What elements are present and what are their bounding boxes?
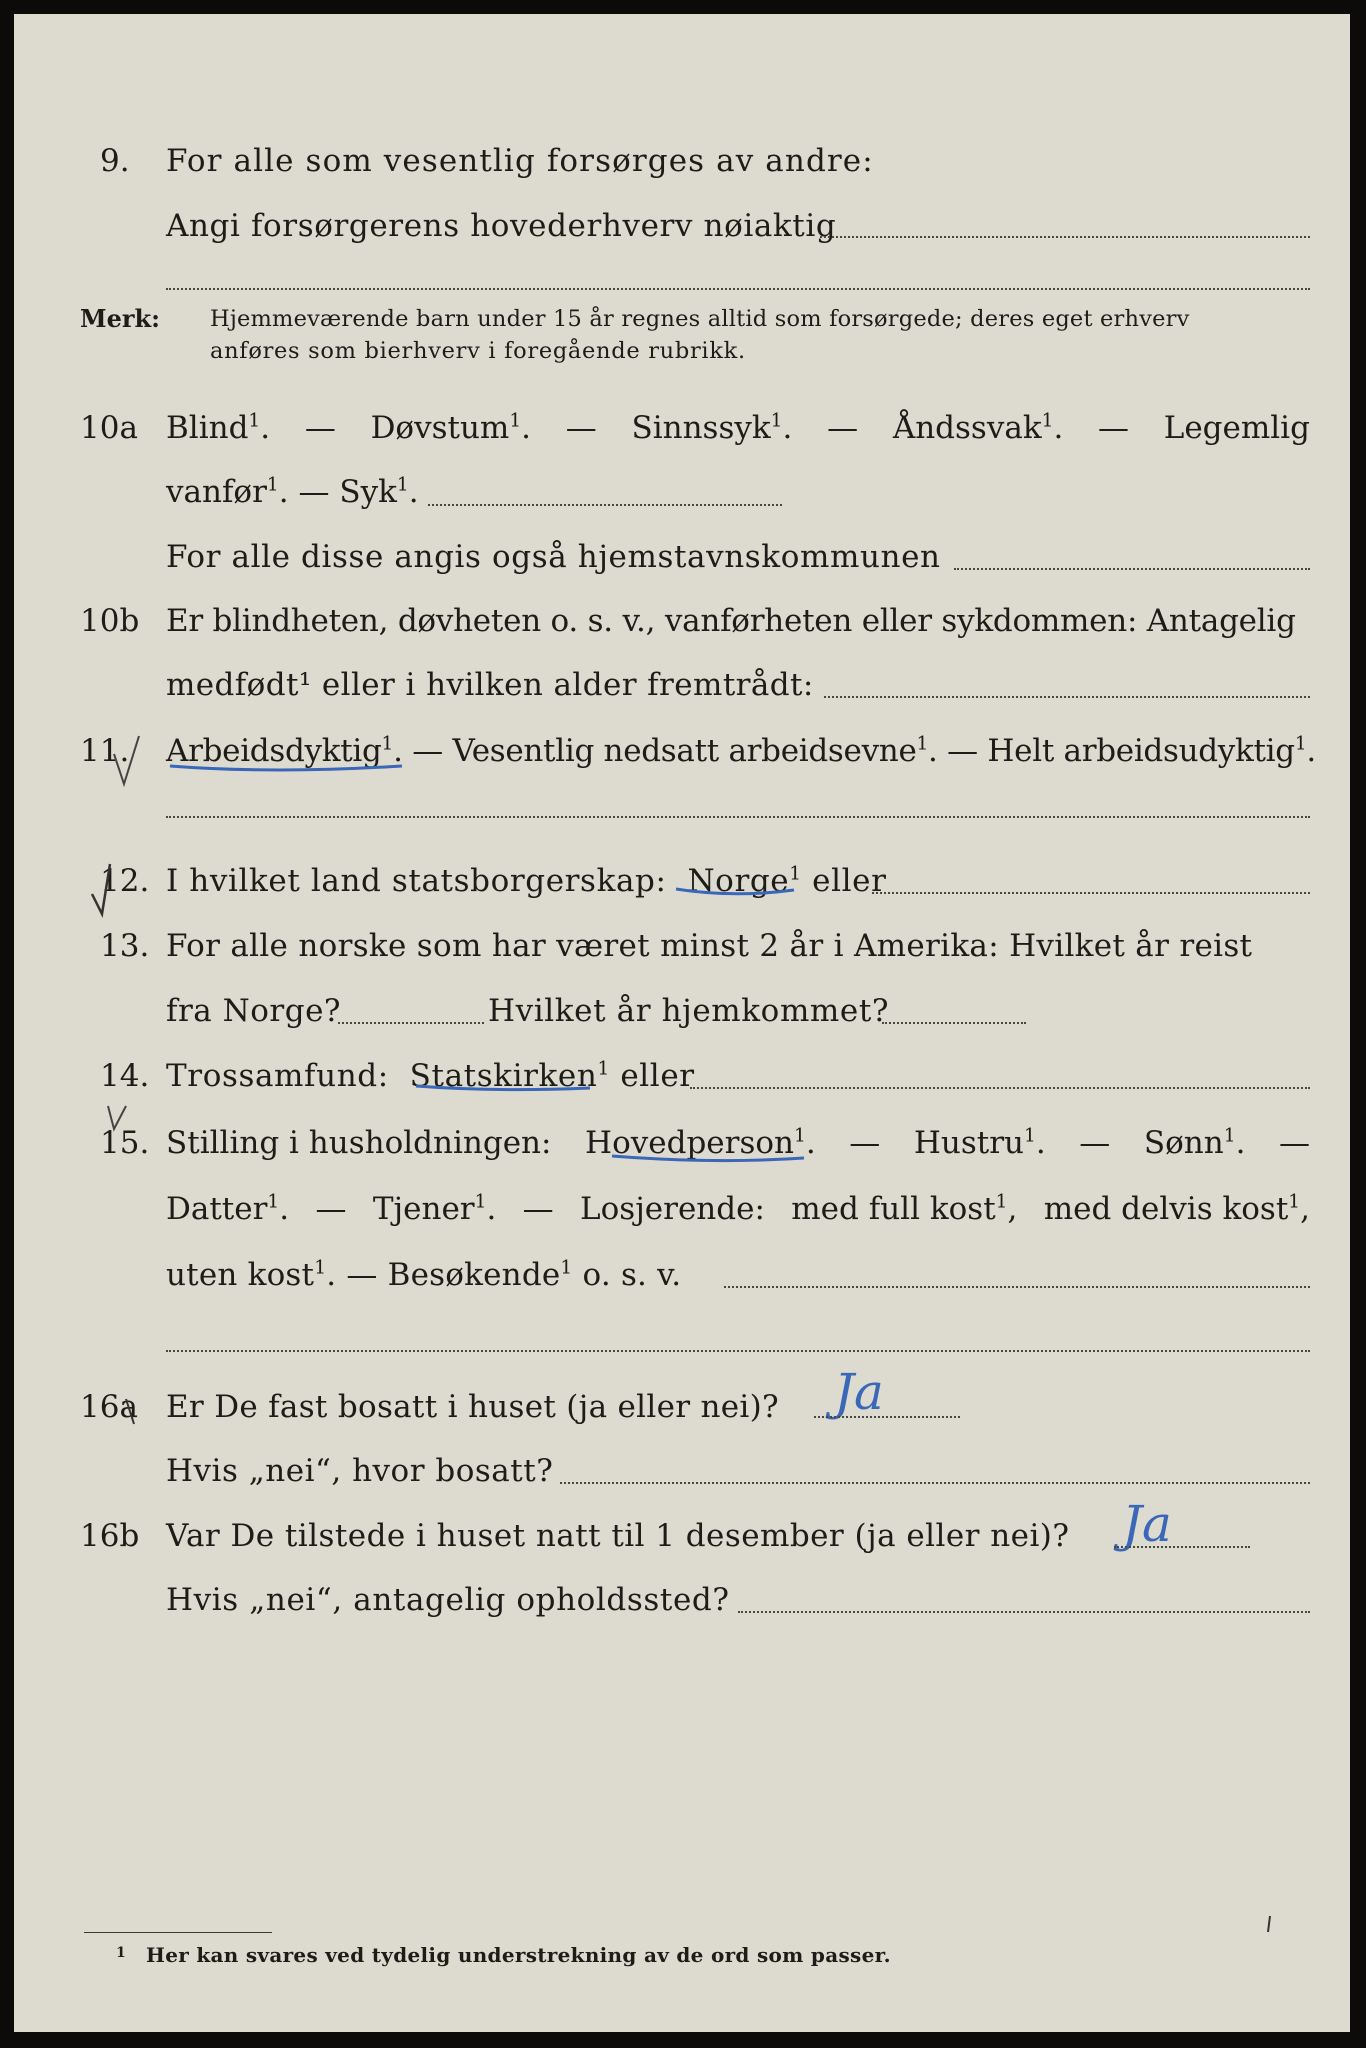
q15-number: 15.: [100, 1125, 150, 1161]
q15-dash: —: [522, 1191, 554, 1227]
q11-nedsatt[interactable]: Vesentlig nedsatt arbeidsevne$^1$: [452, 733, 929, 769]
q12-eller: eller: [812, 863, 887, 899]
q11-dash: —: [947, 733, 978, 769]
q14-text: Trossamfund:: [166, 1058, 389, 1094]
stray-mark: [1268, 1916, 1270, 1932]
q15-hustru[interactable]: Hustru$^1$.: [913, 1125, 1046, 1161]
q10a-sinnssyk[interactable]: Sinnssyk$^1$.: [631, 410, 793, 446]
q15-utenkost[interactable]: uten kost$^1$.: [166, 1257, 337, 1293]
q10a-dash: —: [565, 410, 597, 446]
q15-tjener[interactable]: Tjener$^1$.: [372, 1191, 497, 1227]
q12-text: I hvilket land statsborgerskap:: [166, 863, 667, 899]
q15-osv: o. s. v.: [582, 1257, 682, 1293]
q16b-number: 16b: [80, 1518, 140, 1554]
q15-dash: —: [1079, 1125, 1111, 1161]
merk-line1: Hjemmeværende barn under 15 år regnes alltid som forsørgede; deres eget erhverv: [210, 306, 1190, 332]
q15-hovedperson[interactable]: Hovedperson$^1$.: [585, 1125, 816, 1161]
q12-number: 12.: [100, 863, 150, 899]
q10a-dash: —: [298, 474, 330, 510]
q10a-number: 10a: [80, 410, 138, 446]
q16b-line2: Hvis „nei“, antagelig opholdssted?: [166, 1582, 730, 1618]
q10b-number: 10b: [80, 603, 140, 639]
q16a-number: 16a: [80, 1389, 138, 1425]
q15-text: Stilling i husholdningen:: [166, 1125, 552, 1161]
q9-line1: For alle som vesentlig forsørges av andre:: [166, 143, 874, 179]
q9-line2: Angi forsørgerens hovederhverv nøiaktig: [166, 208, 837, 244]
q15-check-icon: [108, 1106, 126, 1129]
q10a-vanfor[interactable]: vanfør$^1$.: [166, 474, 289, 510]
q15-besokende[interactable]: Besøkende$^1$: [387, 1257, 573, 1293]
q13-part1: fra Norge?: [166, 993, 342, 1029]
q15-dash: —: [315, 1191, 347, 1227]
merk-line2: anføres som bierhverv i foregående rubrikk.: [210, 338, 746, 364]
q10a-dash: —: [304, 410, 336, 446]
census-form-page: [14, 14, 1350, 2032]
q15-dash: —: [346, 1257, 378, 1293]
q14-statskirken[interactable]: Statskirken$^1$: [409, 1058, 610, 1094]
q10a-legemlig[interactable]: Legemlig: [1163, 410, 1310, 446]
q10a-syk[interactable]: Syk$^1$.: [339, 474, 419, 510]
pen-marks: [14, 14, 1350, 2032]
q10a-blind[interactable]: Blind$^1$.: [166, 410, 271, 446]
q10b-line1: Er blindheten, døvheten o. s. v., vanførheten eller sykdommen: Antagelig: [166, 603, 1296, 639]
footnote-mark: 1: [116, 1945, 126, 1961]
q14-number: 14.: [100, 1058, 150, 1094]
q15-delviskost[interactable]: med delvis kost$^1$,: [1043, 1191, 1310, 1227]
q11-underline: [170, 766, 402, 770]
q16b-line1: Var De tilstede i huset natt til 1 desember (ja eller nei)?: [166, 1518, 1070, 1554]
q16a-check-icon: [126, 1399, 134, 1424]
q12-underline: [676, 889, 794, 894]
q15-sonn[interactable]: Sønn$^1$.: [1143, 1125, 1246, 1161]
q13-part2: Hvilket år hjemkommet?: [488, 993, 890, 1029]
q10b-line2: medfødt¹ eller i hvilken alder fremtrådt:: [166, 667, 814, 703]
q14-underline: [416, 1086, 590, 1090]
q12-check-icon: [92, 864, 110, 914]
q10a-andssvak[interactable]: Åndssvak$^1$.: [892, 410, 1064, 446]
q15-datter[interactable]: Datter$^1$.: [166, 1191, 290, 1227]
q11-dash: —: [412, 733, 443, 769]
q10a-dash: —: [1098, 410, 1130, 446]
q16a-line2: Hvis „nei“, hvor bosatt?: [166, 1453, 554, 1489]
q12-norge[interactable]: Norge$^1$: [687, 863, 802, 899]
q11-udyktig[interactable]: Helt arbeidsudyktig$^1$: [987, 733, 1307, 769]
q15-losjerende[interactable]: Losjerende:: [580, 1191, 765, 1227]
q11-line: Arbeidsdyktig$^1$. — Vesentlig nedsatt arbeidsevne$^1$. — Helt arbeidsudyktig$^1$.: [166, 733, 1316, 769]
q10a-dovstum[interactable]: Døvstum$^1$.: [370, 410, 532, 446]
q16a-line1: Er De fast bosatt i huset (ja eller nei)?: [166, 1389, 779, 1425]
q15-fullkost[interactable]: med full kost$^1$,: [791, 1191, 1018, 1227]
q13-number: 13.: [100, 928, 150, 964]
q16a-answer[interactable]: Ja: [834, 1363, 884, 1421]
q14-eller: eller: [620, 1058, 695, 1094]
q10a-line3: For alle disse angis også hjemstavnskommunen: [166, 539, 941, 575]
q11-arbeidsdyktig[interactable]: Arbeidsdyktig$^1$: [166, 733, 394, 769]
footnote-text: Her kan svares ved tydelig understrekning av de ord som passer.: [146, 1943, 891, 1967]
merk-label: Merk:: [80, 304, 160, 333]
q11-check-icon: [114, 736, 139, 784]
q15-dash: —: [849, 1125, 881, 1161]
q16b-answer[interactable]: Ja: [1122, 1495, 1172, 1553]
q13-line1: For alle norske som har været minst 2 år i Amerika: Hvilket år reist: [166, 928, 1253, 964]
q11-number: 11.: [80, 733, 130, 769]
q10a-dash: —: [827, 410, 859, 446]
q15-dash: —: [1279, 1125, 1310, 1161]
q9-number: 9.: [100, 143, 130, 179]
q15-underline: [612, 1156, 804, 1161]
